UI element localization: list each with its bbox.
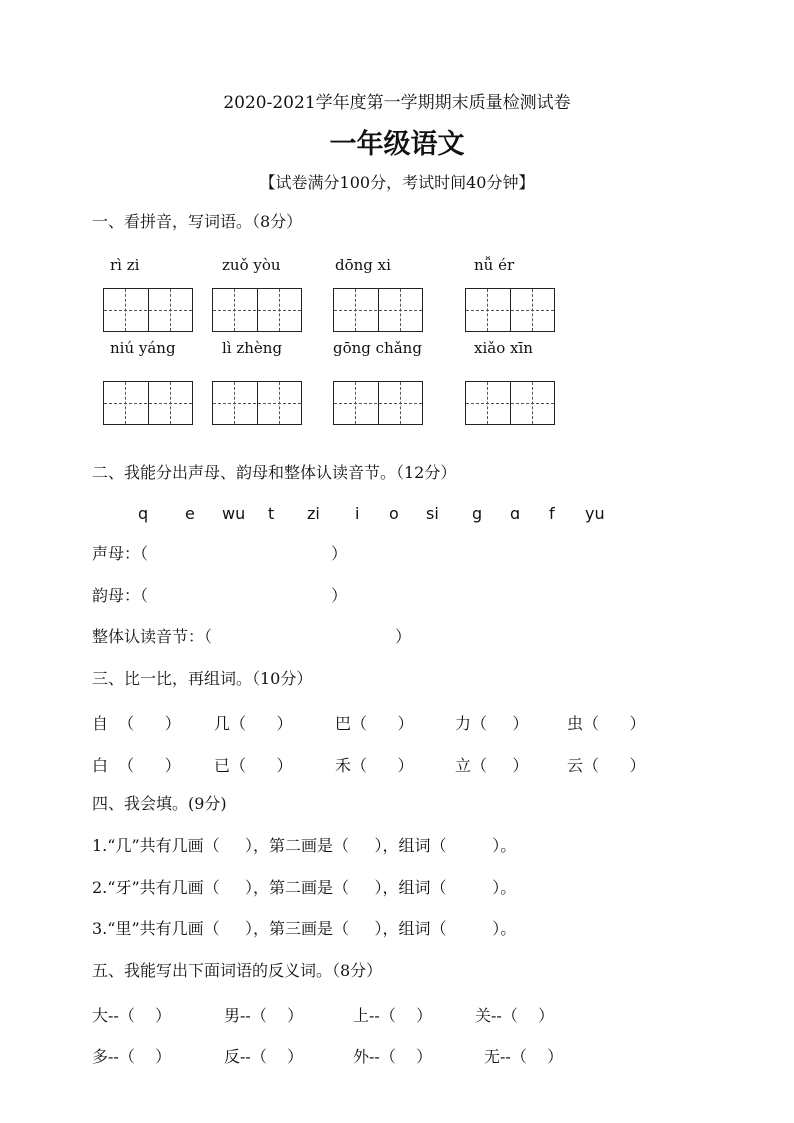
antonym-item[interactable]: 关--（ ） <box>475 1006 555 1025</box>
compare-item[interactable]: 禾（ ） <box>335 756 414 775</box>
letter: zi <box>307 504 320 523</box>
antonym-item[interactable]: 上--（ ） <box>353 1006 433 1025</box>
letter: o <box>389 504 399 523</box>
writing-grid[interactable] <box>465 381 555 425</box>
pinyin-label: lì zhèng <box>222 339 283 357</box>
letter: wu <box>222 504 246 523</box>
pinyin-label: gōng chǎng <box>333 339 422 357</box>
section3-heading: 三、比一比，再组词。（10分） <box>92 669 313 688</box>
compare-item[interactable]: 虫（ ） <box>567 714 646 733</box>
section5-heading: 五、我能写出下面词语的反义词。（8分） <box>92 961 383 980</box>
antonym-item[interactable]: 外--（ ） <box>353 1047 433 1066</box>
exam-info: 【试卷满分100分，考试时间40分钟】 <box>259 173 535 192</box>
whole-syllable-answer-line[interactable]: 整体认读音节：（ ） <box>92 627 412 646</box>
exam-title: 2020-2021学年度第一学期期末质量检测试卷 <box>223 93 571 113</box>
letter: g <box>472 504 483 523</box>
letter: f <box>549 504 555 523</box>
fill-item[interactable]: 1.“几”共有几画（ ），第二画是（ ），组词（ ）。 <box>92 836 517 855</box>
letter: t <box>268 504 275 523</box>
initials-answer-line[interactable]: 声母：（ ） <box>92 544 348 563</box>
antonym-item[interactable]: 反--（ ） <box>224 1047 304 1066</box>
letter: e <box>185 504 195 523</box>
finals-answer-line[interactable]: 韵母：（ ） <box>92 586 348 605</box>
compare-item[interactable]: 白 （ ） <box>92 756 181 775</box>
compare-item[interactable]: 云（ ） <box>567 756 646 775</box>
letter: si <box>426 504 439 523</box>
letter: yu <box>585 504 605 523</box>
pinyin-label: dōng xi <box>335 256 391 274</box>
antonym-item[interactable]: 无--（ ） <box>484 1047 564 1066</box>
fill-item[interactable]: 2.“牙”共有几画（ ），第二画是（ ），组词（ ）。 <box>92 878 517 897</box>
pinyin-label: xiǎo xīn <box>474 339 533 357</box>
writing-grid[interactable] <box>212 288 302 332</box>
section1-heading: 一、看拼音，写词语。（8分） <box>92 212 303 231</box>
antonym-item[interactable]: 大--（ ） <box>92 1006 172 1025</box>
antonym-item[interactable]: 多--（ ） <box>92 1047 172 1066</box>
writing-grid[interactable] <box>103 381 193 425</box>
letter: q <box>138 504 149 523</box>
letter: ɑ <box>510 504 521 523</box>
writing-grid[interactable] <box>333 381 423 425</box>
pinyin-label: niú yáng <box>110 339 176 357</box>
compare-item[interactable]: 自 （ ） <box>92 714 181 733</box>
section2-heading: 二、我能分出声母、韵母和整体认读音节。（12分） <box>92 463 457 482</box>
pinyin-label: nǚ ér <box>474 256 515 274</box>
writing-grid[interactable] <box>333 288 423 332</box>
section4-heading: 四、我会填。(9分) <box>92 794 227 813</box>
compare-item[interactable]: 几（ ） <box>214 714 293 733</box>
compare-item[interactable]: 力（ ） <box>455 714 529 733</box>
compare-item[interactable]: 立（ ） <box>455 756 529 775</box>
antonym-item[interactable]: 男--（ ） <box>224 1006 304 1025</box>
writing-grid[interactable] <box>212 381 302 425</box>
compare-item[interactable]: 巴（ ） <box>335 714 414 733</box>
writing-grid[interactable] <box>465 288 555 332</box>
pinyin-label: zuǒ yòu <box>222 256 281 274</box>
subject-title: 一年级语文 <box>329 129 465 160</box>
fill-item[interactable]: 3.“里”共有几画（ ），第三画是（ ），组词（ ）。 <box>92 919 517 938</box>
pinyin-label: rì zi <box>110 256 140 274</box>
writing-grid[interactable] <box>103 288 193 332</box>
letter: i <box>355 504 360 523</box>
compare-item[interactable]: 已（ ） <box>214 756 293 775</box>
